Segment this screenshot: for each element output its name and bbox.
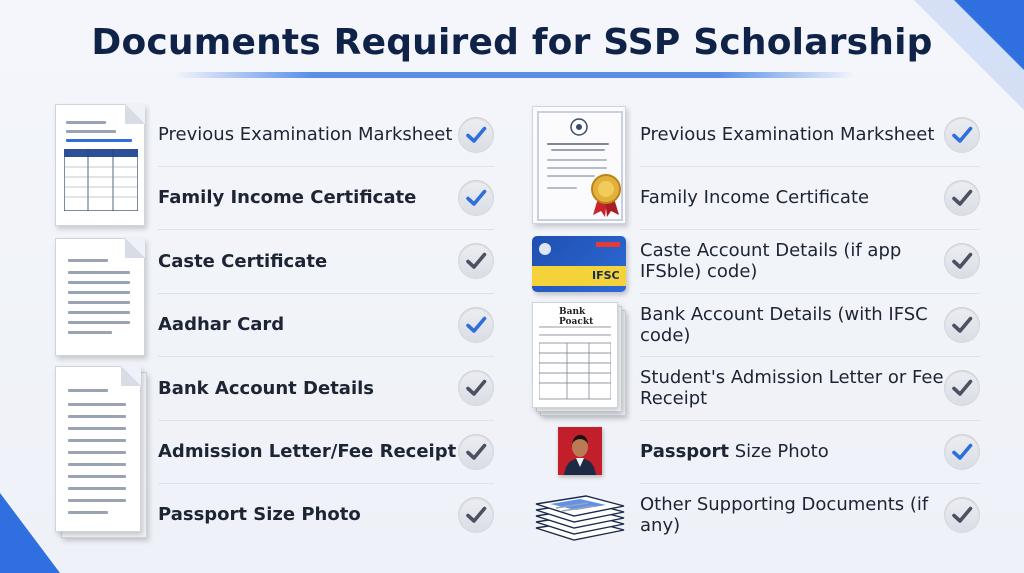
- right-row-label: Bank Account Details (with IFSC code): [640, 303, 928, 346]
- paper-stack-icon: [526, 484, 630, 546]
- marksheet-document-icon: [55, 104, 145, 226]
- left-row-label: Bank Account Details: [158, 377, 375, 399]
- right-row-label: Other Supporting Documents (if any): [640, 493, 929, 536]
- right-row-1: [640, 103, 980, 167]
- right-row-label: Family Income Certificate: [640, 187, 870, 209]
- income-certificate-icon: [532, 106, 626, 224]
- page-title: Documents Required for SSP Scholarship: [91, 22, 933, 63]
- left-row-label: Previous Examination Marksheet: [158, 124, 453, 145]
- left-row-3: [158, 230, 494, 294]
- bank-card-ifsc-text: IFSC: [592, 269, 620, 282]
- stacked-documents-icon: [55, 366, 147, 540]
- bank-form-title: Bank Poackt: [559, 307, 594, 327]
- left-row-5: [158, 357, 494, 421]
- corner-decoration-bottom-left: [0, 493, 60, 573]
- right-row-3: [640, 230, 980, 294]
- checkmark-icon: [458, 307, 494, 343]
- right-row-2: [640, 166, 980, 230]
- checkmark-icon: [458, 243, 494, 279]
- left-row-2: [158, 166, 494, 230]
- left-row-label: Caste Certificate: [158, 250, 328, 272]
- left-row-label: Passport Size Photo: [158, 504, 361, 526]
- certificate-document-icon: [55, 238, 145, 356]
- right-row-7: [640, 483, 980, 546]
- checkmark-icon: [458, 497, 494, 533]
- right-row-4: [640, 293, 980, 357]
- checkmark-icon: [944, 434, 980, 470]
- checkmark-icon: [458, 117, 494, 153]
- checkmark-icon: [944, 370, 980, 406]
- checkmark-icon: [944, 117, 980, 153]
- right-row-6: [640, 420, 980, 484]
- right-row-label: Student's Admission Letter or Fee Receipt: [640, 367, 944, 410]
- left-row-1: [158, 103, 494, 167]
- left-row-label: Admission Letter/Fee Receipt: [158, 441, 457, 462]
- left-row-label: Family Income Certificate: [158, 187, 417, 209]
- passport-photo-icon: [558, 427, 602, 475]
- checkmark-icon: [944, 180, 980, 216]
- right-row-label-bold: Passport: [640, 441, 730, 462]
- bank-form-icon: [532, 302, 628, 420]
- right-row-label: Previous Examination Marksheet: [640, 124, 935, 145]
- right-row-label-rest: Size Photo: [729, 441, 829, 462]
- checkmark-icon: [944, 243, 980, 279]
- title-underline: [175, 72, 855, 78]
- checkmark-icon: [458, 370, 494, 406]
- checkmark-icon: [944, 307, 980, 343]
- bank-card-icon: [532, 236, 628, 294]
- right-row-5: [640, 357, 980, 421]
- checkmark-icon: [458, 180, 494, 216]
- left-row-4: [158, 293, 494, 357]
- right-row-label: Caste Account Details (if app IFSble) code): [640, 240, 902, 283]
- checkmark-icon: [944, 497, 980, 533]
- right-row-label: [640, 441, 944, 462]
- checkmark-icon: [458, 434, 494, 470]
- left-row-7: [158, 483, 494, 546]
- left-row-label: Aadhar Card: [158, 314, 285, 336]
- left-row-6: [158, 420, 494, 484]
